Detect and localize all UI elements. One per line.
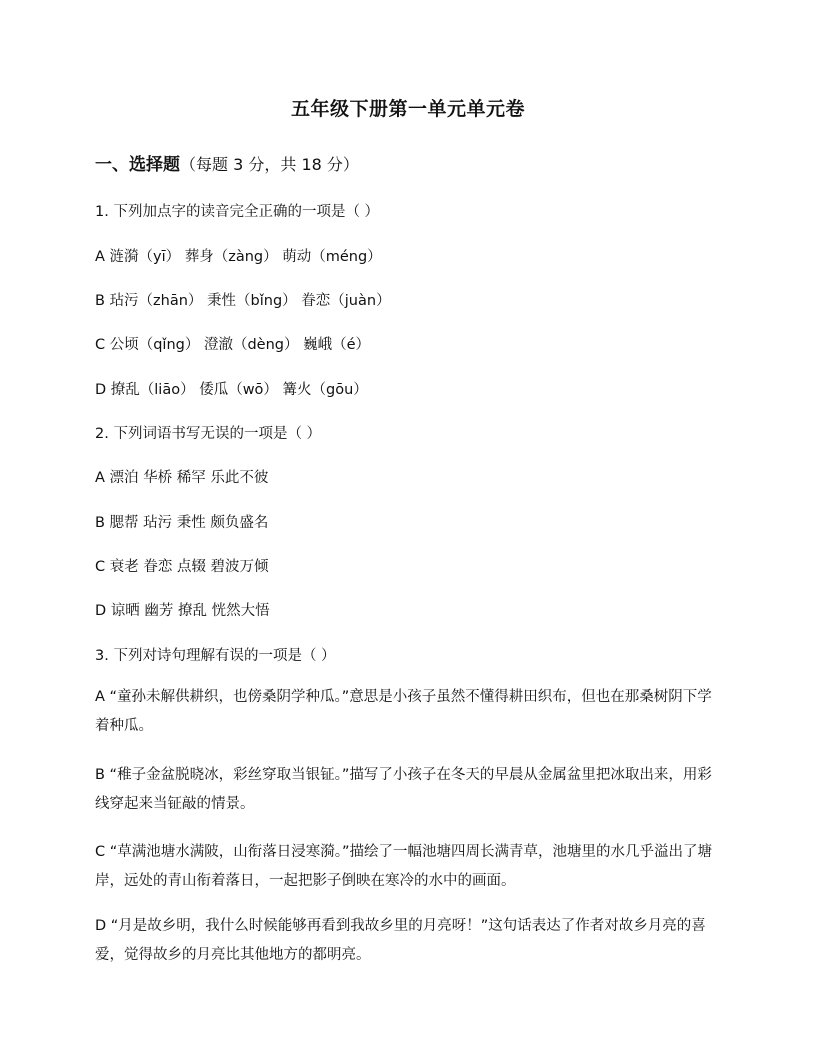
question-2-option-d: D 谅晒 幽芳 撩乱 恍然大悟 bbox=[95, 603, 270, 619]
question-3-option-a: A “童孙未解供耕织，也傍桑阴学种瓜。”意思是小孩子虽然不懂得耕田织布，但也在那桑树阴下学着种瓜。 bbox=[95, 689, 712, 734]
question-2-option-b: B 腮帮 玷污 秉性 颇负盛名 bbox=[95, 515, 269, 531]
question-3-option-d: D “月是故乡明，我什么时候能够再看到我故乡里的月亮呀！”这句话表达了作者对故乡月亮的喜爱，觉得故乡的月亮比其他地方的都明亮。 bbox=[95, 918, 706, 963]
question-1-stem: 1. 下列加点字的读音完全正确的一项是（ ） bbox=[95, 204, 380, 220]
question-1-option-c: C 公顷（qǐng） 澄澈（dèng） 巍峨（é） bbox=[95, 337, 371, 353]
question-2-stem: 2. 下列词语书写无误的一项是（ ） bbox=[95, 426, 322, 442]
question-3-option-b: B “稚子金盆脱晓冰，彩丝穿取当银钲。”描写了小孩子在冬天的早晨从金属盆里把冰取出来，用彩线穿起来当钲敲的情景。 bbox=[95, 767, 712, 812]
document-title: 五年级下册第一单元单元卷 bbox=[290, 98, 525, 120]
question-1-option-d: D 撩乱（liāo） 倭瓜（wō） 篝火（gōu） bbox=[95, 382, 368, 398]
question-1-option-a: A 涟漪（yī） 葬身（zàng） 萌动（méng） bbox=[95, 249, 382, 265]
question-2-option-a: A 漂泊 华桥 稀罕 乐此不彼 bbox=[95, 470, 269, 486]
question-3-stem: 3. 下列对诗句理解有误的一项是（ ） bbox=[95, 648, 336, 664]
question-3-option-c: C “草满池塘水满陂，山衔落日浸寒漪。”描绘了一幅池塘四周长满青草，池塘里的水几乎溢出了塘岸，远处的青山衔着落日，一起把影子倒映在寒冷的水中的画面。 bbox=[95, 844, 713, 889]
question-2-option-c: C 衰老 眷恋 点辍 碧波万倾 bbox=[95, 559, 269, 575]
question-1-option-b: B 玷污（zhān） 秉性（bǐng） 眷恋（juàn） bbox=[95, 293, 391, 309]
section-heading bbox=[95, 150, 359, 175]
section-title: 一、选择题 bbox=[95, 155, 180, 175]
section-note: （每题 3 分，共 18 分） bbox=[180, 155, 359, 174]
